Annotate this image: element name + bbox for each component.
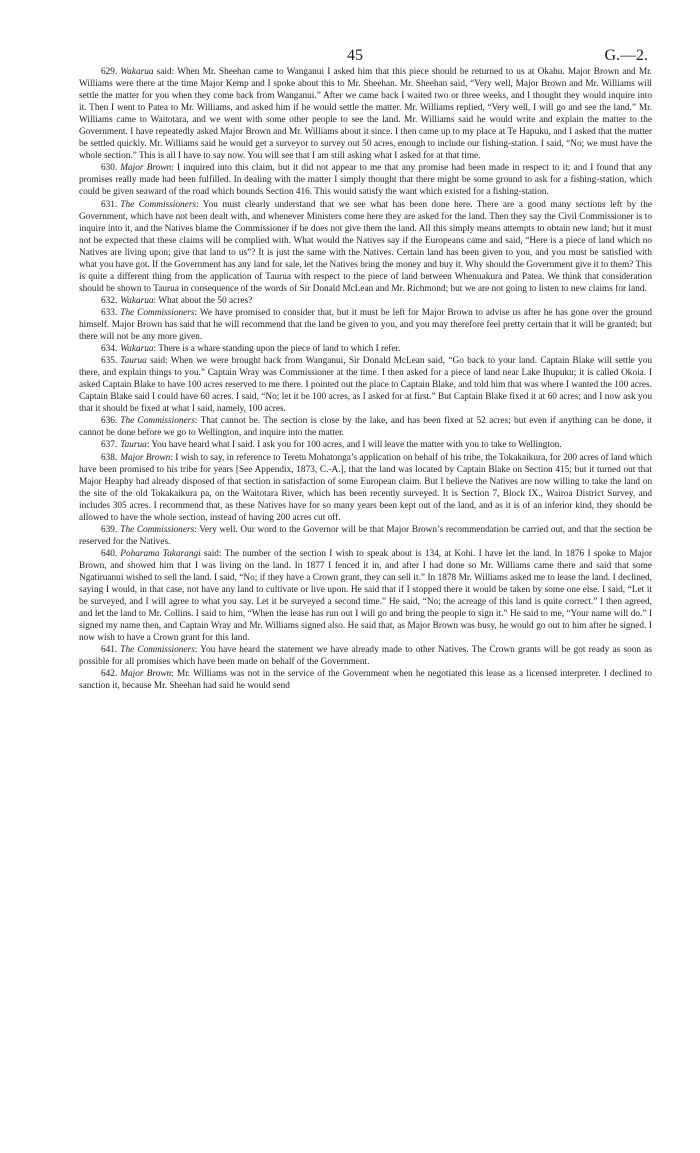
paragraph-number: 630.: [101, 163, 118, 174]
paragraph: [79, 199, 652, 295]
paragraph: [79, 343, 652, 355]
paragraph: [79, 439, 652, 451]
speaker-name: Poharama Takarangi: [120, 548, 201, 559]
speaker-name: The Commissioners: [120, 307, 195, 318]
paragraph-number: 629.: [101, 67, 118, 77]
paragraph-number: 639.: [101, 524, 118, 535]
paragraph-number: 640.: [101, 548, 118, 559]
paragraph-text: : There is a whare standing upon the piece of land to which I refer.: [153, 344, 401, 355]
paragraph-text: said: When we were brought back from Wanganui, Sir Donald McLean said, “Go back to your land. Captain Blake will settle you there, and explain things to you.” Captain Wray was Commissioner at the time. I then asked for a piece of land near Lake Ihupuku; it is called Okoia. I asked Captain Blake to have 100 acres reserved to me there. I pointed out the place to Captain Blake, and told him that was where I wanted the 100 acres. Captain Blake said I could have 60 acres. I said, “No; let it be 100 acres, as I asked for at first.” But Captain Blake fixed it at 60 acres; and I now ask you that it should be fixed at what I said, namely, 100 acres.: [79, 356, 652, 415]
paragraph-text: : We have promised to consider that, but it must be left for Major Brown to advise us after he has gone over the ground himself. Major Brown has said that he will recommend that the land be given to you, and you may therefore feel pretty certain that it will be granted; but there will not be any more given.: [79, 307, 653, 343]
paragraph-text: : That cannot be. The section is close by the lake, and has been fixed at 52 acres; but even if anything can be done, it cannot be done before we go to Wellington, and inquire into the matter.: [79, 416, 653, 439]
paragraph: [79, 162, 652, 198]
speaker-name: Taurua: [120, 356, 147, 367]
paragraph-number: 642.: [101, 669, 118, 680]
paragraph-text: : Mr. Williams was not in the service of the Government when he negotiated this lease as a licensed interpreter. I declined to sanction it, because Mr. Sheehan had said he would send: [79, 669, 652, 692]
paragraph-number: 635.: [101, 356, 118, 367]
paragraph-number: 634.: [101, 344, 118, 355]
paragraph: [79, 452, 652, 524]
paragraph-text: : You have heard the statement we have already made to other Natives. The Crown grants will be got ready as soon as possible for all promises which have been made on behalf of the Government.: [79, 645, 652, 668]
paragraph-number: 638.: [101, 452, 118, 463]
speaker-name: Major Brown: [120, 669, 172, 680]
paragraph: [79, 668, 652, 692]
speaker-name: Wakarua: [120, 67, 154, 77]
paragraph-text: : I wish to say, in reference to Teretu Mohatonga’s application on behalf of his tribe, the Tokakaikura, for 200 acres of land which have been promised to his tribe for years [See Appendix, 1873, C.-A.], that the land was located by Captain Blake on Section 415; but it turned out that Major Heaphy had already disposed of that section in satisfaction of some European claim. But I believe the Natives are now willing to take the land on the site of the old Tokakaikura pa, on the Waitotara River, which has been recently surveyed. It is Section 7, Block IX., Wairoa District Survey, and includes 305 acres. I recommend that, as these Natives have for so many years been kept out of the land, and as it is of an inferior kind, they should be allowed to have the whole section, instead of having 200 acres cut off.: [79, 452, 652, 523]
paragraph-text: : What about the 50 acres?: [153, 295, 253, 306]
paragraph-number: 637.: [101, 440, 118, 451]
speaker-name: Major Brown: [120, 452, 171, 463]
paragraph: [79, 644, 652, 668]
paragraph: [79, 66, 652, 162]
speaker-name: The Commissioners: [120, 416, 195, 427]
speaker-name: The Commissioners: [120, 645, 195, 656]
paragraph: [79, 355, 652, 415]
paragraph-number: 641.: [101, 645, 118, 656]
speaker-name: Wakarua: [120, 344, 154, 355]
paragraph-number: 631.: [101, 199, 118, 210]
speaker-name: The Commissioners: [120, 524, 195, 535]
body-text: [79, 66, 652, 692]
paragraph-number: 636.: [101, 416, 118, 427]
paragraph-number: 632.: [101, 295, 118, 306]
page-header: [79, 0, 652, 66]
paragraph: [79, 415, 652, 439]
document-reference: G.—2.: [604, 47, 648, 64]
paragraph-text: : You must clearly understand that we see what has been done here. There are a good many sections left by the Government, which have not been dealt with, and whenever Ministers come here they are asked for the land. Then they say the Civil Commissioner is to inquire into it, and the Natives blame the Commissioner if he does not give them the land. All this simply means attempts to obtain new land; but it must not be expected that these claims will be complied with. What would the Natives say if the Europeans came and said, “Here is a piece of land which no Natives are living upon; give that land to us”? It is just the same with the Natives. Certain land has been given to you, and you must be satisfied with what you have got. If the Government has any land for sale, let the Natives bring the money and buy it. Why should the Government give it to them? This is quite a different thing from the application of Taurua with respect to the piece of land between Whenuakura and Patea. We think that consideration should be shown to Taurua in consequence of the words of Sir Donald McLean and Mr. Richmond; but we are not going to listen to new claims for land.: [79, 199, 653, 294]
speaker-name: Wakarua: [120, 295, 154, 306]
paragraph-text: : You have heard what I said. I ask you for 100 acres, and I will leave the matter with you to take to Wellington.: [146, 440, 562, 451]
paragraph-text: : Very well. Our word to the Governor will be that Major Brown’s recommendation be carried out, and that the section be reserved for the Natives.: [79, 524, 652, 547]
paragraph-text: said: When Mr. Sheehan came to Wanganui I asked him that this piece should be returned to us at Okahu. Major Brown and Mr. Williams were there at the time Major Kemp and I spoke about this to Mr. Sheehan. Mr. Sheehan said, “Very well, Major Brown and Mr. Williams will settle the matter for you when they come back from Wanganui.” After we came back I waited two or three weeks, and I thought they would inquire into it. Then I went to Patea to Mr. Williams, and asked him if he would settle the matter. Mr. Williams replied, “Very well, I will go and see the land.” Mr. Williams came to Waitotara, and we went with some other people to see the land. Mr. Williams said he would write and explain the matter to the Government. I have repeatedly asked Major Brown and Mr. Williams about it since. I then came up to my place at Te Hapuku, and I asked that the matter be settled quickly. Mr. Williams said he would get a surveyor to survey out 50 acres, enough to include our fishing-station. I said, “No; we must have the whole section.” This is all I have to say now. You will see that I am still asking what I asked for at that time.: [79, 67, 652, 162]
paragraph-text: : I inquired into this claim, but it did not appear to me that any promise had been made in respect to it; and I found that any promises really made had been fulfilled. In dealing with the matter I simply thought that there might be some ground to ask for a fishing-station, which could be given seaward of the road which bounds Section 416. This would satisfy the want which existed for a fishing-station.: [79, 163, 652, 198]
paragraph-number: 633.: [101, 307, 118, 318]
speaker-name: Major Brown: [120, 163, 172, 174]
speaker-name: Taurua: [120, 440, 147, 451]
paragraph: [79, 307, 652, 343]
paragraph: [79, 524, 652, 548]
page-number: 45: [347, 47, 363, 64]
paragraph: [79, 295, 652, 307]
speaker-name: The Commissioners: [120, 199, 197, 210]
paragraph: [79, 548, 652, 644]
paragraph-text: said: The number of the section I wish to speak about is 134, at Kohi. I have let the land. In 1876 I spoke to Major Brown, and showed him that I was living on the land. In 1877 I fenced it in, and after I had done so Mr. Williams came there and said that some Ngatiruanui wished to sell the land. I said, “No; if they have a Crown grant, they can sell it.” In 1878 Mr. Williams asked me to lease the land. I declined, saying I would, in that case, not have any land to cultivate or live upon. He said that if I stopped there it would be taken by some one else. I said, “Let it be surveyed, and I will agree to what you say. Let it be surveyed a second time.” He said, “No; the acreage of this land is quite correct.” I then agreed, and let the land to Mr. Collins. I said to him, “When the lease has run out I will go and bring the people to sign it.” He said to me, “Your name will do.” I signed my name then, and Captain Wray and Mr. Williams signed also. He said that, as Major Brown was busy, he would go out to him after he signed. I now wish to have a Crown grant for this land.: [79, 548, 653, 644]
